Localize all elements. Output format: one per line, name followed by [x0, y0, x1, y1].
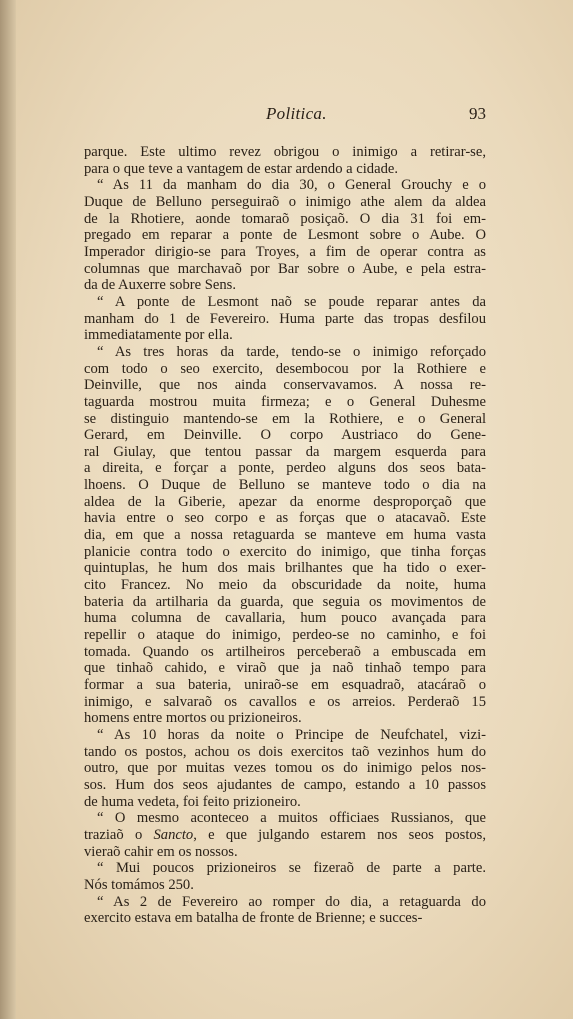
- text-line: Imperador dirigio-se para Troyes, a fim de operar contra as: [84, 243, 486, 260]
- paragraph: [84, 860, 486, 893]
- text-line: tando os postos, achou os dois exercitos taõ vezinhos hum do: [84, 743, 486, 760]
- text-line: formar a sua bateria, uniraõ-se em esquadraõ, atacáraõ o: [84, 677, 486, 693]
- paragraph: [84, 344, 486, 727]
- text-line: inimigo, e salvaraõ os cavallos e os arreios. Perderaõ 15: [84, 693, 486, 710]
- text-line: planicie contra todo o exercito do inimigo, que tinha forças: [84, 543, 486, 560]
- body-text: [84, 144, 486, 927]
- text-line: com todo o seo exercito, desembocou por la Rothiere e: [84, 360, 486, 377]
- text-line: pregado em reparar a ponte de Lesmont sobre o Aube. O: [84, 227, 486, 244]
- paragraph: [84, 177, 486, 294]
- text-line: vieraõ cahir em os nossos.: [84, 843, 238, 860]
- text-line: “ O mesmo aconteceo a muitos officiaes Russianos, que: [97, 810, 486, 827]
- text-line: “ A ponte de Lesmont naõ se poude reparar antes da: [97, 293, 486, 310]
- text-line: “ Mui poucos prizioneiros se fizeraõ de parte a parte.: [97, 860, 486, 877]
- text-line: traziaõ o Sancto, e que julgando estarem nos seos postos,: [84, 826, 486, 843]
- text-line: que tinhaõ cahido, e viraõ que ja naõ tinhaõ tempo para: [84, 660, 486, 677]
- text-line: huma columna de cavallaria, hum pouco avançada para: [84, 610, 486, 627]
- text-line: Nós tomámos 250.: [84, 876, 194, 893]
- text-line: Duque de Belluno perseguiraõ o inimigo athe alem da aldea: [84, 193, 486, 210]
- paragraph: [84, 727, 486, 810]
- text-line: quintuplas, he hum dos mais brilhantes que ha tido o exer-: [84, 560, 486, 577]
- text-line: aldea de la Giberie, apezar da enorme desproporçaõ que: [84, 493, 486, 510]
- text-line: repellir o ataque do inimigo, perdeo-se no caminho, e foi: [84, 627, 486, 644]
- text-line: a direita, e forçar a ponte, perdeo alguns dos seos bata-: [84, 460, 486, 477]
- running-head: Politica.: [266, 104, 327, 123]
- paragraph: [84, 294, 486, 344]
- text-line: ral Giulay, que tentou passar da margem esquerda para: [84, 443, 486, 460]
- text-line: da de Auxerre sobre Sens.: [84, 277, 236, 294]
- text-line: de huma vedeta, foi feito prizioneiro.: [84, 793, 301, 810]
- text-line: immediatamente por ella.: [84, 327, 233, 344]
- paragraph: [84, 894, 486, 927]
- text-line: para o que teve a vantagem de estar ardendo a cidade.: [84, 160, 399, 177]
- text-line: “ As 10 horas da noite o Principe de Neufchatel, vizi-: [97, 726, 486, 743]
- text-line: havia entre o seo corpo e as forças que o atacavaõ. Este: [84, 510, 486, 527]
- text-line: lhoens. O Duque de Belluno se manteve todo o dia na: [84, 477, 486, 494]
- text-line: bateria da artilharia da guarda, que seguia os movimentos de: [84, 593, 486, 610]
- paragraph: [84, 144, 486, 177]
- text-line: Gerard, em Deinville. O corpo Austriaco do Gene-: [84, 427, 486, 444]
- text-line: “ As tres horas da tarde, tendo-se o inimigo reforçado: [97, 343, 486, 360]
- text-line: Deinville, que nos ainda conservavamos. A nossa re-: [84, 377, 486, 394]
- text-line: exercito estava em batalha de fronte de Brienne; e succes-: [84, 910, 423, 927]
- text-line: “ As 11 da manham do dia 30, o General Grouchy e o: [97, 177, 486, 194]
- text-line: outro, que por muitas vezes tomou os do inimigo pelos nos-: [84, 760, 486, 777]
- text-line: parque. Este ultimo revez obrigou o inimigo a retirar-se,: [84, 144, 486, 160]
- text-line: dia, em que a nossa retaguarda se manteve em huma vasta: [84, 527, 486, 544]
- text-line: se distinguio mantendo-se em la Rothiere, e o General: [84, 410, 486, 427]
- page-header: [84, 104, 486, 126]
- text-line: “ As 2 de Fevereiro ao romper do dia, a retaguarda do: [97, 893, 486, 910]
- text-line: taguarda mostrou muita firmeza; e o General Duhesme: [84, 393, 486, 410]
- text-line: sos. Hum dos seos ajudantes de campo, estando a 10 passos: [84, 776, 486, 793]
- text-line: manham do 1 de Fevereiro. Huma parte das tropas desfilou: [84, 310, 486, 327]
- text-line: tomada. Quando os artilheiros perceberaõ a embuscada em: [84, 643, 486, 660]
- text-line: homens entre mortos ou prizioneiros.: [84, 710, 302, 727]
- page-number: 93: [469, 104, 486, 123]
- paragraph: [84, 810, 486, 860]
- page-gutter-shadow: [0, 0, 16, 1019]
- text-line: de la Rhotiere, aonde tomaraõ posiçaõ. O dia 31 foi em-: [84, 210, 486, 227]
- text-line: columnas que marchavaõ por Bar sobre o Aube, e pela estra-: [84, 260, 486, 277]
- text-line: cito Francez. No meio da obscuridade da noite, huma: [84, 577, 486, 594]
